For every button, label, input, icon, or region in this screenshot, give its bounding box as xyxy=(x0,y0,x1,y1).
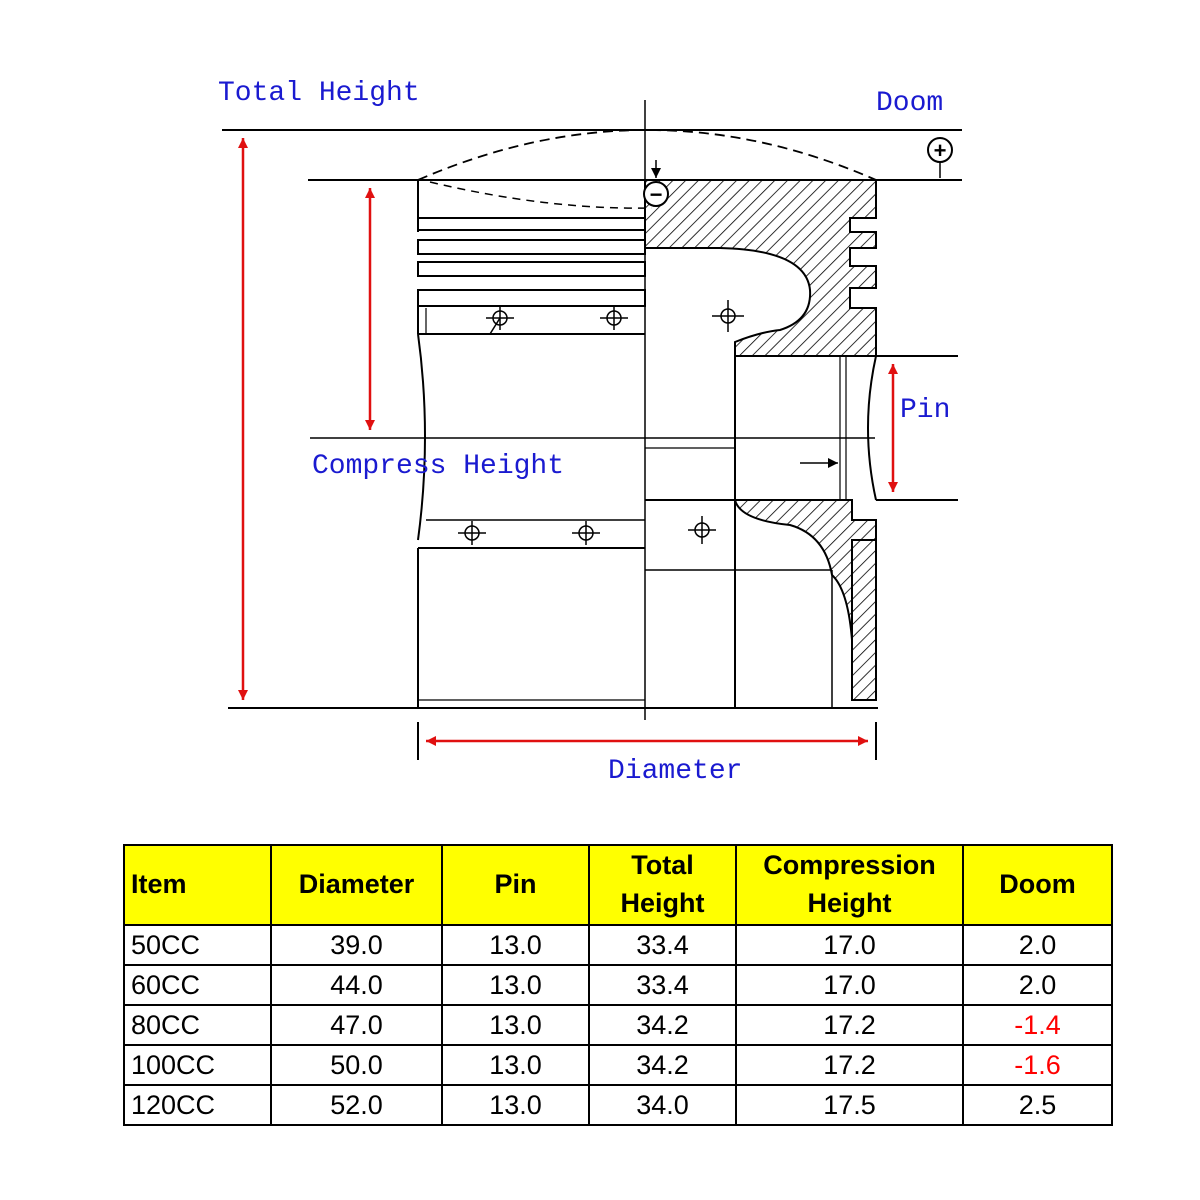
header-item: Item xyxy=(124,845,271,925)
cell-pin: 13.0 xyxy=(442,1045,589,1085)
cell-pin: 13.0 xyxy=(442,925,589,965)
cell-item: 80CC xyxy=(124,1005,271,1045)
header-doom: Doom xyxy=(963,845,1112,925)
cell-doom: 2.0 xyxy=(963,965,1112,1005)
label-compress-height: Compress Height xyxy=(312,451,565,482)
header-pin: Pin xyxy=(442,845,589,925)
label-total-height: Total Height xyxy=(218,78,420,109)
cell-compression-height: 17.2 xyxy=(736,1005,963,1045)
cell-doom: 2.5 xyxy=(963,1085,1112,1125)
piston-section xyxy=(645,180,876,708)
table-row xyxy=(124,1005,1112,1045)
cell-compression-height: 17.0 xyxy=(736,925,963,965)
cell-item: 120CC xyxy=(124,1085,271,1125)
cell-total-height: 34.0 xyxy=(589,1085,736,1125)
cell-diameter: 44.0 xyxy=(271,965,442,1005)
cell-compression-height: 17.2 xyxy=(736,1045,963,1085)
cell-total-height: 33.4 xyxy=(589,925,736,965)
cell-compression-height: 17.5 xyxy=(736,1085,963,1125)
cell-item: 100CC xyxy=(124,1045,271,1085)
cell-compression-height: 17.0 xyxy=(736,965,963,1005)
header-total-height: Total Height xyxy=(589,845,736,925)
table-row xyxy=(124,1045,1112,1085)
cell-total-height: 34.2 xyxy=(589,1005,736,1045)
cell-pin: 13.0 xyxy=(442,1005,589,1045)
label-doom: Doom xyxy=(876,88,944,119)
piston-specs-table xyxy=(123,844,1113,1126)
cell-total-height: 33.4 xyxy=(589,965,736,1005)
cell-total-height: 34.2 xyxy=(589,1045,736,1085)
cell-item: 50CC xyxy=(124,925,271,965)
header-compression-height: Compression Height xyxy=(736,845,963,925)
table-header-row xyxy=(124,845,1112,925)
table-row xyxy=(124,965,1112,1005)
piston-left-half xyxy=(418,180,645,708)
cell-item: 60CC xyxy=(124,965,271,1005)
header-diameter: Diameter xyxy=(271,845,442,925)
cell-doom: 2.0 xyxy=(963,925,1112,965)
cell-pin: 13.0 xyxy=(442,965,589,1005)
cell-doom: -1.6 xyxy=(963,1045,1112,1085)
svg-text:−: − xyxy=(649,182,663,207)
cell-doom: -1.4 xyxy=(963,1005,1112,1045)
cell-diameter: 47.0 xyxy=(271,1005,442,1045)
cell-diameter: 52.0 xyxy=(271,1085,442,1125)
center-marks xyxy=(458,300,744,545)
plus-symbol-icon xyxy=(928,138,952,163)
cell-pin: 13.0 xyxy=(442,1085,589,1125)
label-pin: Pin xyxy=(900,395,951,426)
svg-text:+: + xyxy=(933,138,947,163)
dome-profile xyxy=(418,130,876,180)
cell-diameter: 50.0 xyxy=(271,1045,442,1085)
table-row xyxy=(124,925,1112,965)
table-row xyxy=(124,1085,1112,1125)
label-diameter: Diameter xyxy=(608,756,743,787)
dish-profile xyxy=(430,182,652,208)
cell-diameter: 39.0 xyxy=(271,925,442,965)
